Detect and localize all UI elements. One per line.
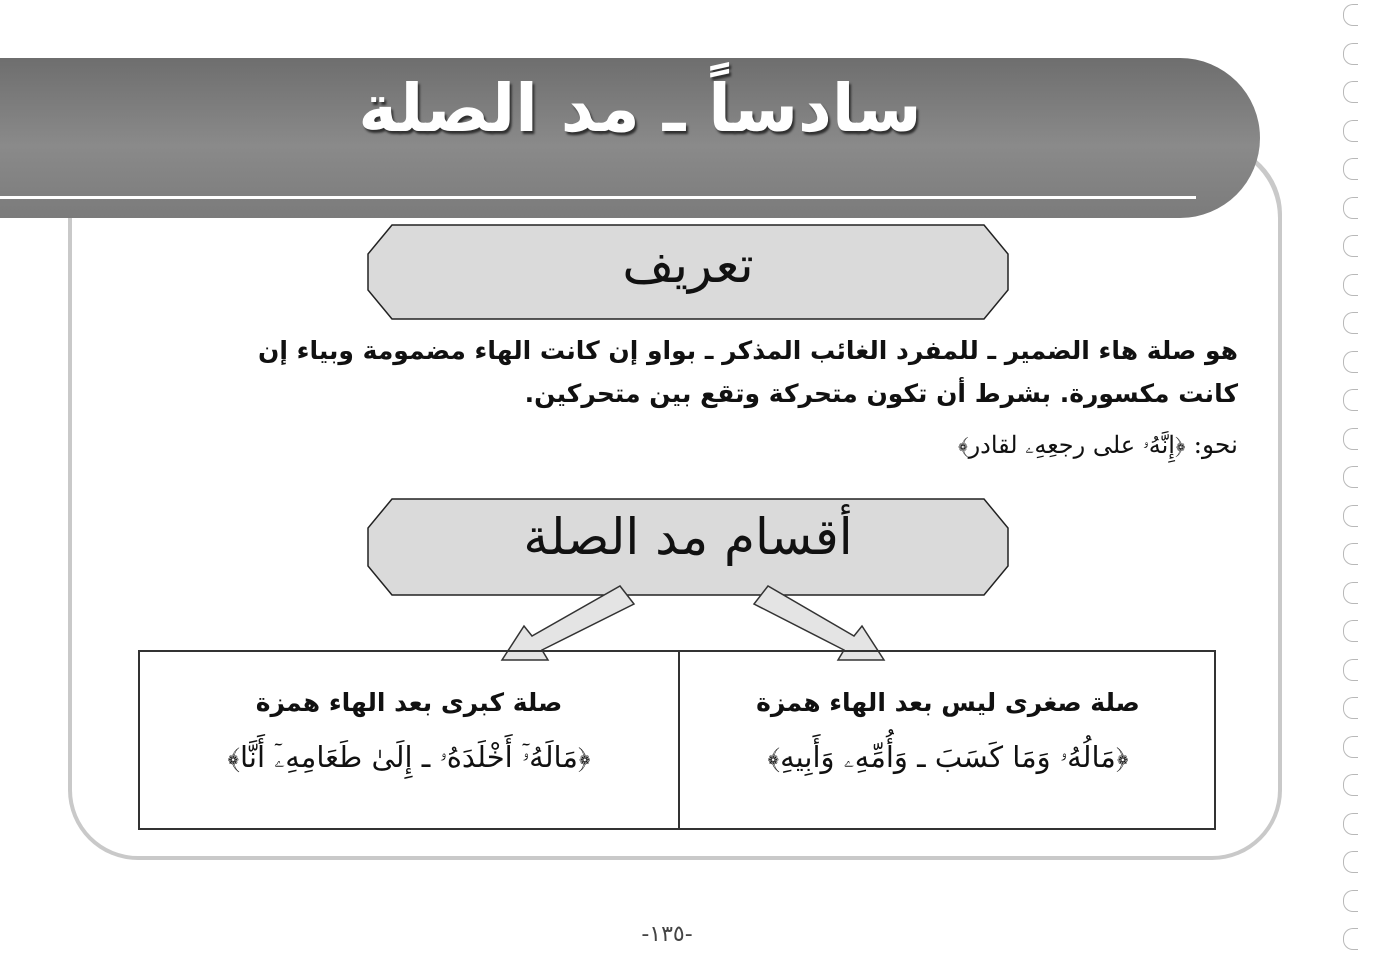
binding-ring [1343, 505, 1358, 527]
binding-ring [1343, 813, 1358, 835]
definition-example [958, 430, 1238, 459]
binding-ring [1343, 312, 1358, 334]
page-title: سادساً ـ مد الصلة [358, 70, 922, 147]
binding-ring [1343, 697, 1358, 719]
definition-line-2: كانت مكسورة. بشرط أن تكون متحركة وتقع بين متحركين. [524, 379, 1238, 408]
binding-ring [1343, 890, 1358, 912]
binding-ring [1343, 466, 1358, 488]
binding-ring [1343, 197, 1358, 219]
binding-ring [1343, 4, 1358, 26]
definition-line-1: هو صلة هاء الضمير ـ للمفرد الغائب المذكر ـ بواو إن كانت الهاء مضمومة وبياء إن [258, 336, 1238, 365]
binding-ring [1343, 158, 1358, 180]
binding-ring [1343, 620, 1358, 642]
page-number: -١٣٥- [641, 922, 693, 947]
minor-link-title: صلة صغرى ليس بعد الهاء همزة [756, 688, 1140, 717]
major-link-verse: ﴿مَالَهُۥٓ أَخْلَدَهُۥ ـ إِلَىٰ طَعَامِهِۦٓ أَنَّا﴾ [227, 740, 591, 774]
minor-link-verse: ﴿مَالُهُۥ وَمَا كَسَبَ ـ وَأُمِّهِۦ وَأَبِيهِ﴾ [767, 740, 1129, 774]
binding-ring [1343, 851, 1358, 873]
binding-ring [1343, 120, 1358, 142]
binding-ring [1343, 774, 1358, 796]
binding-ring [1343, 43, 1358, 65]
binding-ring [1343, 235, 1358, 257]
binding-ring [1343, 351, 1358, 373]
banner-underline [0, 196, 1196, 199]
binding-ring [1343, 582, 1358, 604]
divisions-label: أقسام مد الصلة [523, 508, 853, 566]
binding-ring [1343, 736, 1358, 758]
major-link-title: صلة كبرى بعد الهاء همزة [255, 688, 563, 717]
binding-ring [1343, 543, 1358, 565]
binding-ring [1343, 81, 1358, 103]
binding-ring [1343, 659, 1358, 681]
binding-ring [1343, 274, 1358, 296]
binding-ring [1343, 928, 1358, 950]
example-prefix: نحو: [1193, 430, 1238, 459]
definition-label: تعريف [622, 236, 754, 294]
example-verse: ﴿إِنَّهُۥ على رجعِهِۦ لقادر﴾ [957, 431, 1186, 459]
binding-ring [1343, 389, 1358, 411]
binding-ring [1343, 428, 1358, 450]
